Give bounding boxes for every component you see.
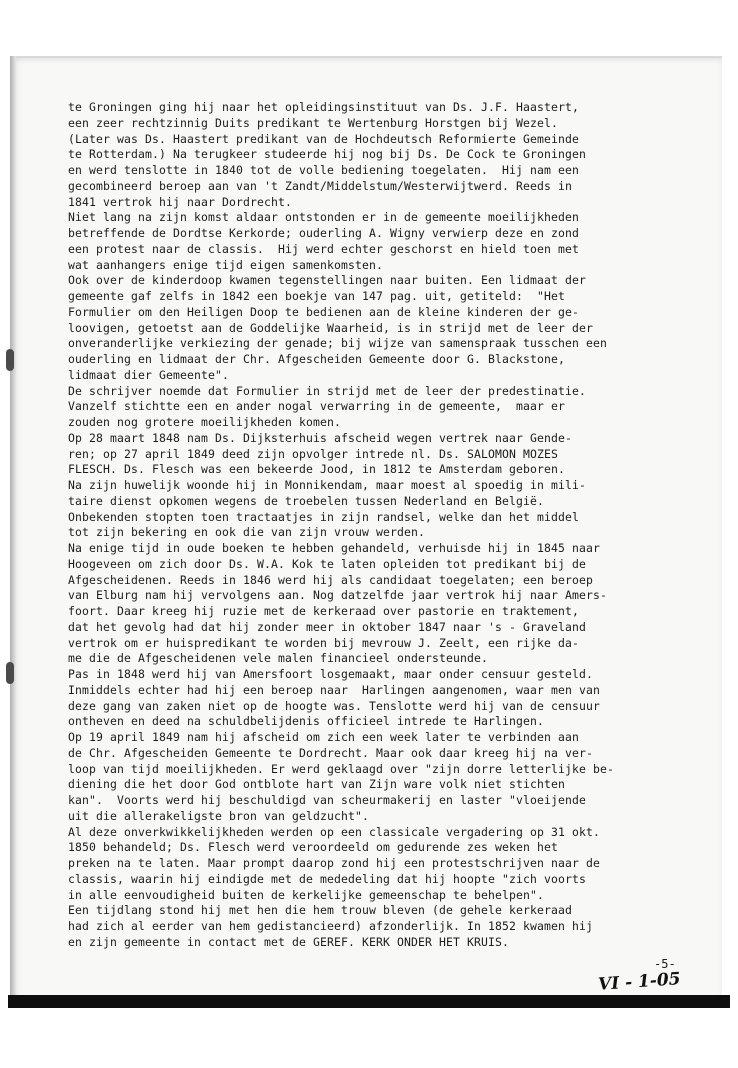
text-line: te Groningen ging hij naar het opleidingsinstituut van Ds. J.F. Haastert, (68, 100, 580, 114)
text-line: en werd tenslotte in 1840 tot de volle bediening toegelaten. Hij nam een (68, 163, 580, 177)
text-line: taire dienst opkomen wegens de troebelen tussen Nederland en België. (68, 493, 545, 508)
page-top-edge (10, 56, 722, 58)
text-line: vertrok om er huispredikant te worden bij mevrouw J. Zeelt, een rijke da- (68, 635, 580, 650)
text-line: Al deze onverkwikkelijkheden werden op een classicale vergadering op 31 okt. (68, 824, 601, 839)
text-line: ouderling en lidmaat der Chr. Afgescheiden Gemeente door G. Blackstone, (68, 352, 566, 366)
text-line: Een tijdlang stond hij met hen die hem trouw bleven (de gehele kerkeraad (68, 903, 573, 918)
text-line: Op 19 april 1849 nam hij afscheid om zich een week later te verbinden aan (68, 730, 580, 744)
text-line: uit die allerakeligste bron van geldzucht". (68, 808, 370, 823)
text-line: Inmiddels echter had hij een beroep naar Harlingen aangenomen, waar men van (68, 682, 601, 697)
text-line: deze gang van zaken niet op de hoogte was. Tenslotte werd hij van de censuur (68, 698, 601, 713)
text-line: lidmaat dier Gemeente". (68, 367, 230, 382)
text-line: gemeente gaf zelfs in 1842 een boekje van 147 pag. uit, getiteld: "Het (68, 289, 566, 303)
text-line: Formulier om den Heiligen Doop te bedienen aan de kleine kinderen der ge- (68, 304, 580, 319)
text-line: (Later was Ds. Haastert predikant van de Hochdeutsch Reformierte Gemeinde (68, 131, 580, 146)
text-line: onveranderlijke verkiezing der genade; bij wijze van samenspraak tusschen een (68, 336, 608, 351)
text-line: loop van tijd moeilijkheden. Er werd geklaagd over "zijn dorre letterlijke be- (68, 761, 615, 776)
text-line: een zeer rechtzinnig Duits predikant te Wertenburg Horstgen bij Wezel. (68, 115, 559, 130)
text-line: wat aanhangers enige tijd eigen samenkomsten. (68, 257, 384, 272)
text-line: 1850 behandeld; Ds. Flesch werd veroordeeld om gedurende zes weken het (68, 840, 559, 855)
text-line: de Chr. Afgescheiden Gemeente te Dordrecht. Maar ook daar kreeg hij na ver- (68, 745, 594, 760)
text-line: dat het gevolg had dat hij zonder meer in oktober 1847 naar 's - Graveland (68, 619, 587, 634)
punch-hole-upper (6, 349, 14, 371)
text-line: Pas in 1848 werd hij van Amersfoort losgemaakt, maar onder censuur gesteld. (68, 667, 594, 681)
text-line: ren; op 27 april 1849 deed zijn opvolger intrede nl. Ds. SALOMON MOZES (68, 446, 559, 461)
text-line: classis, waarin hij eindigde met de mededeling dat hij hoopte "zich voorts (68, 871, 587, 886)
text-line: Na zijn huwelijk woonde hij in Monnikendam, maar moest al spoedig in mili- (68, 478, 587, 492)
text-line: een protest naar de classis. Hij werd echter geschorst en hield toen met (68, 241, 580, 256)
text-line: kan". Voorts werd hij beschuldigd van scheurmakerij en laster "vloeijende (68, 793, 587, 807)
text-line: preken na te laten. Maar prompt daarop zond hij een protestschrijven naar de (68, 856, 601, 870)
text-line: betreffende de Dordtse Kerkorde; ouderling A. Wigny verwierp deze en zond (68, 226, 580, 240)
text-line: Afgescheidenen. Reeds in 1846 werd hij als candidaat toegelaten; een beroep (68, 572, 594, 587)
text-line: diening die het door God ontblote hart van Zijn ware volk niet stichten (68, 777, 566, 792)
typewritten-text-body (68, 100, 708, 951)
text-line: Op 28 maart 1848 nam Ds. Dijksterhuis afscheid wegen vertrek naar Gende- (68, 430, 573, 445)
text-line: en zijn gemeente in contact met de GEREF. KERK ONDER HET KRUIS. (68, 934, 510, 949)
text-line: in alle eenvoudigheid buiten de kerkelijke gemeenschap te behelpen". (68, 887, 545, 902)
text-line: gecombineerd beroep aan van 't Zandt/Middelstum/Westerwijtwerd. Reeds in (68, 178, 573, 193)
text-line: zouden nog grotere moeilijkheden komen. (68, 415, 342, 429)
text-line: Vanzelf stichtte een en ander nogal verwarring in de gemeente, maar er (68, 399, 566, 414)
punch-hole-lower (6, 662, 14, 684)
text-line: had zich al eerder van hem gedistancieerd) afzonderlijk. In 1852 kwamen hij (68, 919, 594, 933)
text-line: foort. Daar kreeg hij ruzie met de kerkeraad over pastorie en traktement, (68, 604, 580, 618)
text-line: loovigen, getoetst aan de Goddelijke Waarheid, is in strijd met de leer der (68, 320, 594, 335)
text-line: Ook over de kinderdoop kwamen tegenstellingen naar buiten. Een lidmaat der (68, 273, 587, 288)
page-left-edge-shadow (10, 56, 16, 1006)
text-line: De schrijver noemde dat Formulier in strijd met de leer der predestinatie. (68, 383, 587, 398)
text-line: Na enige tijd in oude boeken te hebben gehandeld, verhuisde hij in 1845 naar (68, 541, 601, 555)
scan-bottom-border (8, 995, 730, 1008)
text-line: te Rotterdam.) Na terugkeer studeerde hij nog bij Ds. De Cock te Groningen (68, 147, 587, 162)
page-number: -5- (654, 957, 676, 971)
text-line: Niet lang na zijn komst aldaar ontstonden er in de gemeente moeilijkheden (68, 210, 580, 225)
text-line: van Elburg nam hij vervolgens aan. Nog datzelfde jaar vertrok hij naar Amers- (68, 588, 608, 603)
handwritten-date-annotation: VI - 1-05 (597, 969, 682, 995)
text-line: Hoogeveen om zich door Ds. W.A. Kok te laten opleiden tot predikant bij de (68, 556, 587, 571)
text-line: ontheven en deed na schuldbelijdenis officieel intrede te Harlingen. (68, 714, 545, 729)
text-line: 1841 vertrok hij naar Dordrecht. (68, 194, 293, 209)
text-line: FLESCH. Ds. Flesch was een bekeerde Jood, in 1812 te Amsterdam geboren. (68, 462, 566, 477)
text-line: tot zijn bekering en ook die van zijn vrouw werden. (68, 525, 426, 540)
text-line: Onbekenden stopten toen tractaatjes in zijn randsel, welke dan het middel (68, 509, 580, 524)
text-line: me die de Afgescheidenen vele malen financieel ondersteunde. (68, 651, 489, 666)
